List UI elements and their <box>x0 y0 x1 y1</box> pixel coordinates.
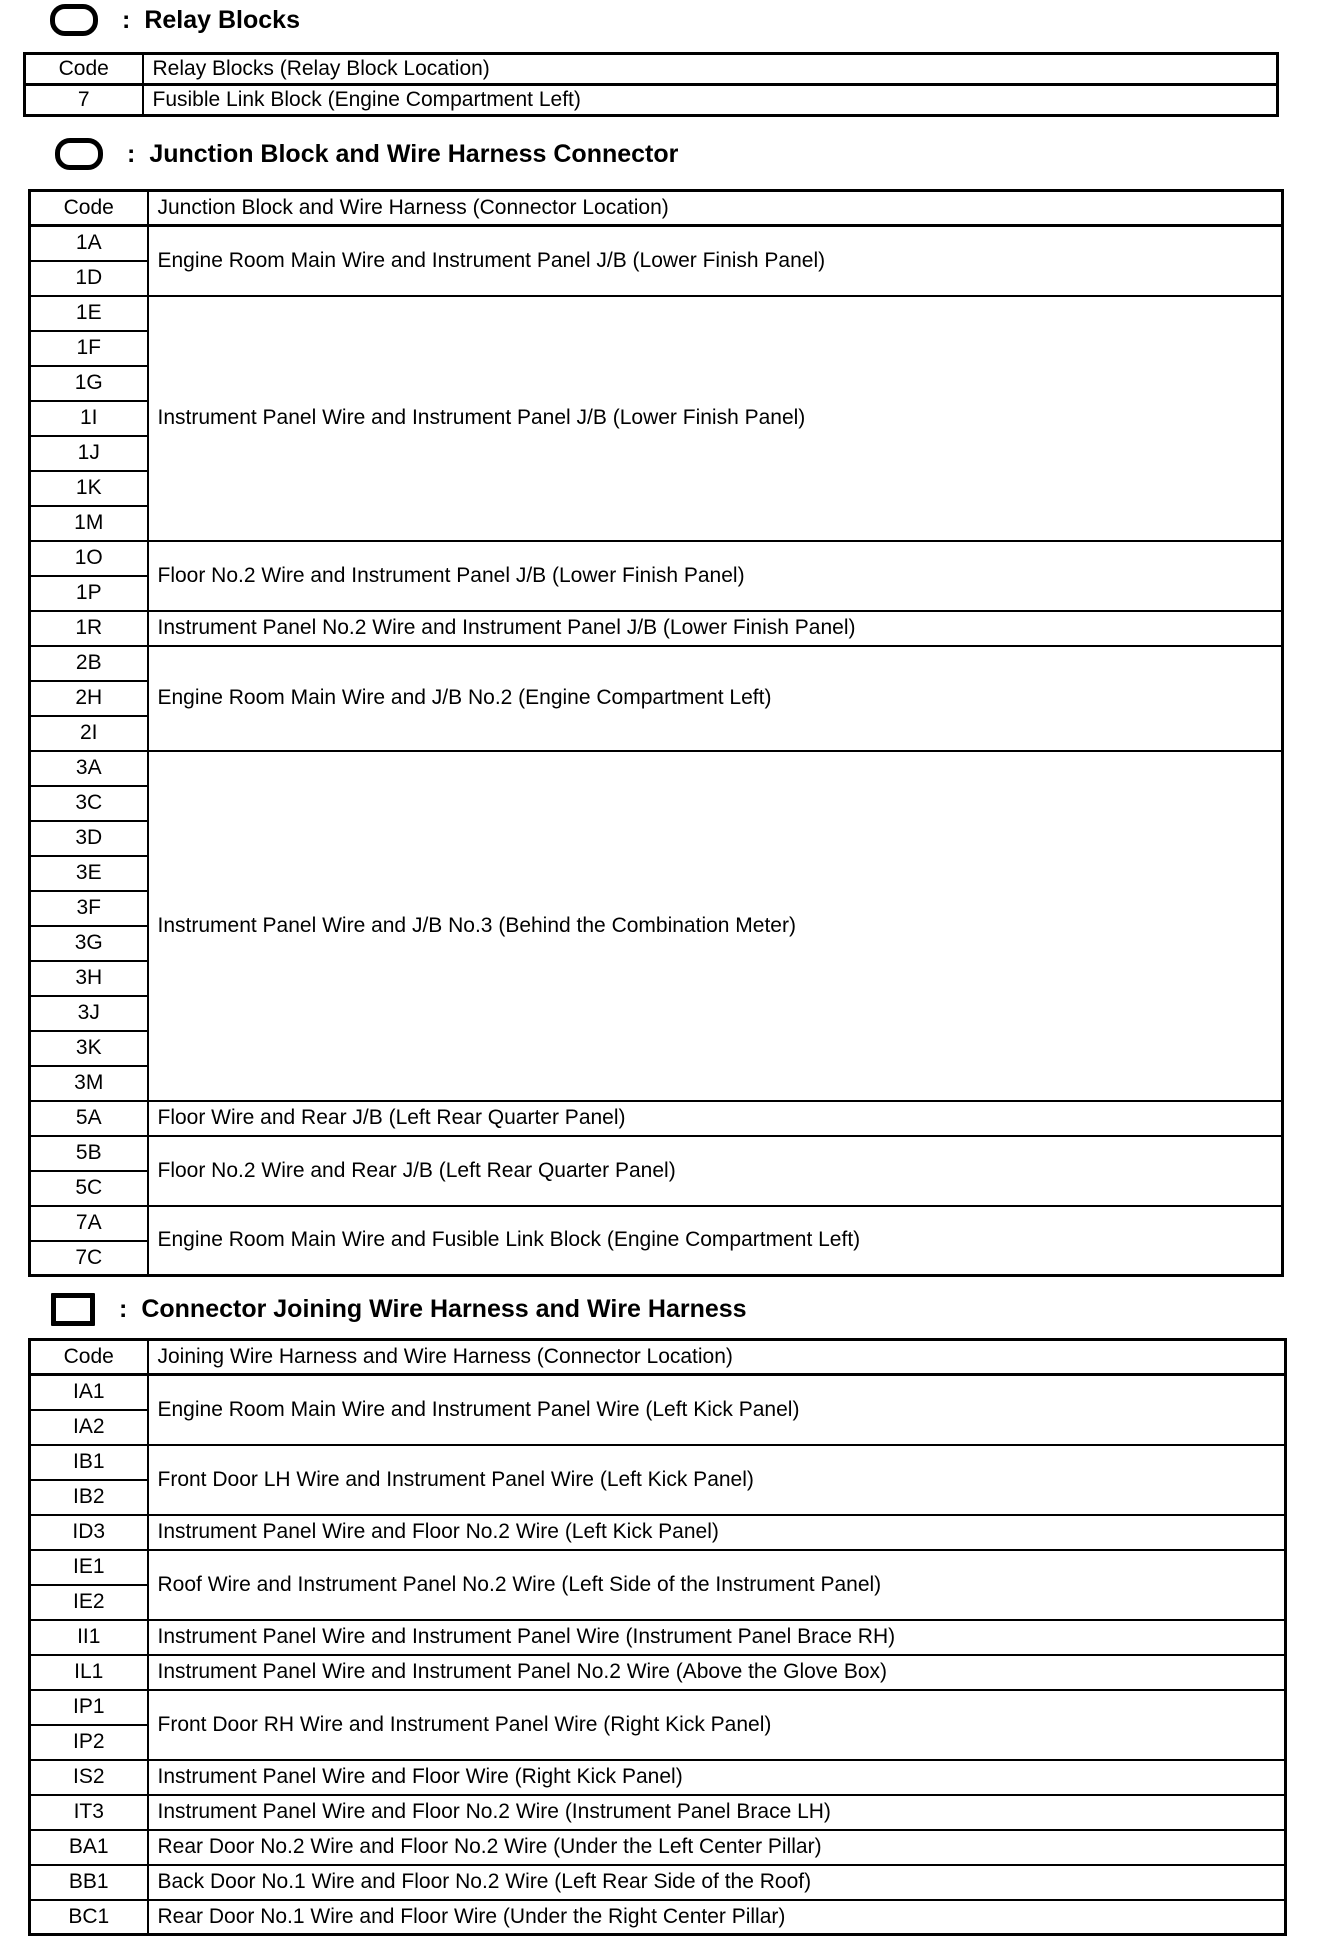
description-cell: Instrument Panel Wire and Floor Wire (Right Kick Panel) <box>148 1760 1286 1795</box>
code-cell: 3M <box>30 1066 148 1101</box>
code-cell: BC1 <box>30 1900 148 1935</box>
description-cell: Back Door No.1 Wire and Floor No.2 Wire (Left Rear Side of the Roof) <box>148 1865 1286 1900</box>
relay-block-symbol-icon <box>50 4 98 36</box>
code-cell: 1E <box>30 296 148 331</box>
table-header-row <box>30 1340 1286 1375</box>
code-cell: BB1 <box>30 1865 148 1900</box>
code-cell: 1J <box>30 436 148 471</box>
code-cell: 3J <box>30 996 148 1031</box>
relay-blocks-title: Relay Blocks <box>144 5 300 34</box>
code-cell: IE2 <box>30 1585 148 1620</box>
code-cell: 1O <box>30 541 148 576</box>
table-row <box>30 1550 1286 1585</box>
code-cell: IL1 <box>30 1655 148 1690</box>
code-cell: 7C <box>30 1241 148 1276</box>
code-cell: II1 <box>30 1620 148 1655</box>
code-cell: IB2 <box>30 1480 148 1515</box>
description-cell: Front Door LH Wire and Instrument Panel Wire (Left Kick Panel) <box>148 1445 1286 1515</box>
heading-colon: : <box>127 139 136 168</box>
table-row <box>30 1655 1286 1690</box>
table-row <box>30 1136 1283 1171</box>
header-code-cell: Code <box>30 191 148 226</box>
header-description-cell: Junction Block and Wire Harness (Connector Location) <box>148 191 1283 226</box>
table-row <box>30 226 1283 261</box>
description-cell: Instrument Panel No.2 Wire and Instrument Panel J/B (Lower Finish Panel) <box>148 611 1283 646</box>
table-row <box>30 296 1283 331</box>
code-cell: IA2 <box>30 1410 148 1445</box>
code-cell: 3A <box>30 751 148 786</box>
code-cell: IT3 <box>30 1795 148 1830</box>
code-cell: IS2 <box>30 1760 148 1795</box>
table-row <box>30 1445 1286 1480</box>
code-cell: 1M <box>30 506 148 541</box>
junction-block-symbol-icon <box>55 138 103 170</box>
code-cell: 1R <box>30 611 148 646</box>
code-cell: 3G <box>30 926 148 961</box>
code-cell: 1A <box>30 226 148 261</box>
code-cell: 1D <box>30 261 148 296</box>
description-cell: Instrument Panel Wire and Instrument Panel No.2 Wire (Above the Glove Box) <box>148 1655 1286 1690</box>
code-cell: 2H <box>30 681 148 716</box>
description-cell: Instrument Panel Wire and Instrument Panel J/B (Lower Finish Panel) <box>148 296 1283 541</box>
code-cell: 1I <box>30 401 148 436</box>
table-row <box>30 1900 1286 1935</box>
code-cell: 1K <box>30 471 148 506</box>
heading-colon: : <box>122 5 131 34</box>
description-cell: Instrument Panel Wire and J/B No.3 (Behind the Combination Meter) <box>148 751 1283 1101</box>
code-cell: 3E <box>30 856 148 891</box>
header-code-cell: Code <box>25 54 143 85</box>
header-code-cell: Code <box>30 1340 148 1375</box>
code-cell: 5A <box>30 1101 148 1136</box>
code-cell: BA1 <box>30 1830 148 1865</box>
table-row <box>30 1515 1286 1550</box>
code-cell: 1F <box>30 331 148 366</box>
heading-colon: : <box>119 1295 128 1323</box>
table-row <box>30 751 1283 786</box>
relay-blocks-heading <box>50 4 300 36</box>
header-description-cell: Relay Blocks (Relay Block Location) <box>143 54 1278 85</box>
description-cell: Instrument Panel Wire and Floor No.2 Wire (Left Kick Panel) <box>148 1515 1286 1550</box>
header-description-cell: Joining Wire Harness and Wire Harness (Connector Location) <box>148 1340 1286 1375</box>
junction-blocks-table <box>28 189 1284 1277</box>
description-cell: Engine Room Main Wire and J/B No.2 (Engine Compartment Left) <box>148 646 1283 751</box>
description-cell: Rear Door No.1 Wire and Floor Wire (Under the Right Center Pillar) <box>148 1900 1286 1935</box>
joining-connectors-heading <box>51 1293 747 1326</box>
table-row <box>30 1690 1286 1725</box>
junction-blocks-title: Junction Block and Wire Harness Connector <box>149 139 679 168</box>
junction-blocks-heading <box>55 138 678 170</box>
code-cell: 5B <box>30 1136 148 1171</box>
code-cell: 1G <box>30 366 148 401</box>
joining-connectors-table <box>28 1338 1287 1936</box>
table-row <box>30 1760 1286 1795</box>
code-cell: 7 <box>25 85 143 116</box>
code-cell: IP1 <box>30 1690 148 1725</box>
description-cell: Fusible Link Block (Engine Compartment Left) <box>143 85 1278 116</box>
table-row <box>30 1375 1286 1410</box>
code-cell: 2I <box>30 716 148 751</box>
relay-blocks-table <box>23 52 1279 117</box>
table-row <box>30 1206 1283 1241</box>
description-cell: Instrument Panel Wire and Floor No.2 Wire (Instrument Panel Brace LH) <box>148 1795 1286 1830</box>
description-cell: Engine Room Main Wire and Instrument Panel Wire (Left Kick Panel) <box>148 1375 1286 1445</box>
table-row <box>30 646 1283 681</box>
code-cell: 1P <box>30 576 148 611</box>
description-cell: Floor No.2 Wire and Instrument Panel J/B (Lower Finish Panel) <box>148 541 1283 611</box>
table-row <box>30 1620 1286 1655</box>
description-cell: Roof Wire and Instrument Panel No.2 Wire (Left Side of the Instrument Panel) <box>148 1550 1286 1620</box>
code-cell: ID3 <box>30 1515 148 1550</box>
table-row <box>30 541 1283 576</box>
description-cell: Engine Room Main Wire and Instrument Panel J/B (Lower Finish Panel) <box>148 226 1283 296</box>
code-cell: 7A <box>30 1206 148 1241</box>
code-cell: 3F <box>30 891 148 926</box>
description-cell: Engine Room Main Wire and Fusible Link Block (Engine Compartment Left) <box>148 1206 1283 1276</box>
code-cell: IE1 <box>30 1550 148 1585</box>
table-row <box>30 1830 1286 1865</box>
code-cell: 3K <box>30 1031 148 1066</box>
code-cell: IB1 <box>30 1445 148 1480</box>
description-cell: Front Door RH Wire and Instrument Panel Wire (Right Kick Panel) <box>148 1690 1286 1760</box>
table-row <box>30 1101 1283 1136</box>
table-row <box>25 85 1278 116</box>
code-cell: 3C <box>30 786 148 821</box>
code-cell: IA1 <box>30 1375 148 1410</box>
description-cell: Rear Door No.2 Wire and Floor No.2 Wire (Under the Left Center Pillar) <box>148 1830 1286 1865</box>
code-cell: IP2 <box>30 1725 148 1760</box>
table-row <box>30 611 1283 646</box>
code-cell: 3D <box>30 821 148 856</box>
code-cell: 3H <box>30 961 148 996</box>
description-cell: Floor Wire and Rear J/B (Left Rear Quarter Panel) <box>148 1101 1283 1136</box>
code-cell: 5C <box>30 1171 148 1206</box>
code-cell: 2B <box>30 646 148 681</box>
description-cell: Floor No.2 Wire and Rear J/B (Left Rear Quarter Panel) <box>148 1136 1283 1206</box>
table-header-row <box>25 54 1278 85</box>
connector-symbol-icon <box>51 1293 95 1326</box>
table-row <box>30 1865 1286 1900</box>
table-header-row <box>30 191 1283 226</box>
joining-connectors-title: Connector Joining Wire Harness and Wire Harness <box>141 1295 747 1323</box>
table-row <box>30 1795 1286 1830</box>
description-cell: Instrument Panel Wire and Instrument Panel Wire (Instrument Panel Brace RH) <box>148 1620 1286 1655</box>
